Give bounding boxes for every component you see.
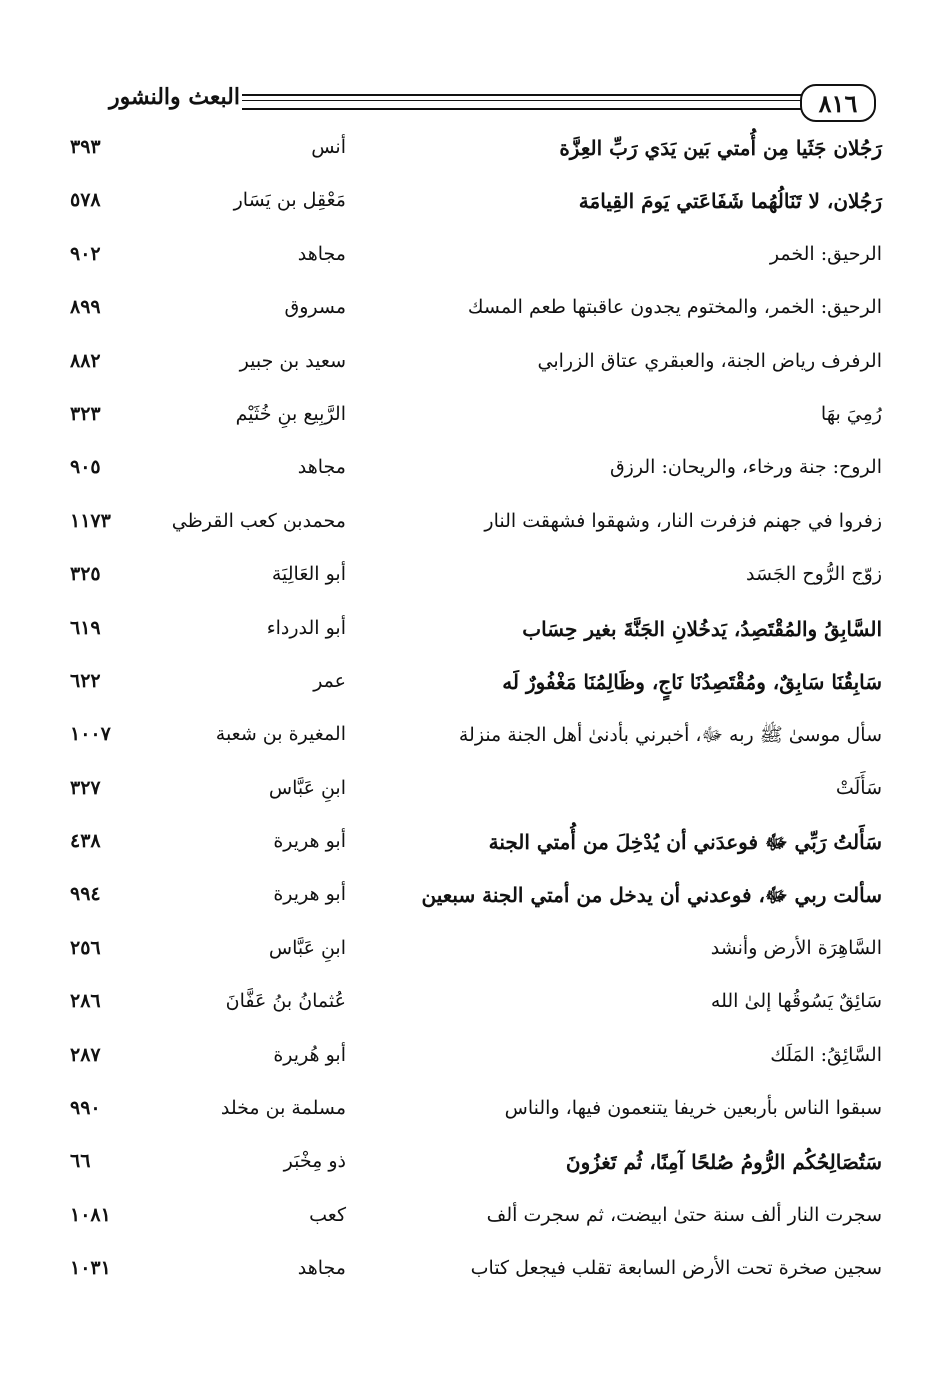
index-row <box>70 1040 882 1093</box>
reference-number: ٦٦ <box>70 1150 91 1173</box>
narrator-name: مسروق <box>284 296 346 319</box>
index-row <box>70 185 882 238</box>
index-row <box>70 719 882 772</box>
narrator-name: أبو هريرة <box>273 883 346 906</box>
index-row <box>70 452 882 505</box>
index-row <box>70 399 882 452</box>
hadith-text: سَائِقٌ يَسُوقُها إلىٰ الله <box>710 990 882 1013</box>
index-row <box>70 986 882 1039</box>
reference-number: ١٠٨١ <box>70 1203 111 1226</box>
hadith-text: الرفرف رياض الجنة، والعبقري عتاق الزرابي <box>537 349 882 372</box>
reference-number: ٦١٩ <box>70 616 101 639</box>
narrator-name: أبو هُريرة <box>273 1043 346 1066</box>
hadith-text: سَتُصَالِحُكُم الرُّومُ صُلحًا آمِنًا، ثُم تَغزُونَ <box>565 1150 882 1175</box>
narrator-name: أبو هريرة <box>273 830 346 853</box>
narrator-name: أبو العَالِيَة <box>271 563 346 586</box>
hadith-text: الرحيق: الخمر، والمختوم يجدون عاقبتها طعم المسك <box>467 296 882 319</box>
hadith-text: سَأَلَتْ <box>835 776 882 799</box>
hadith-text: سأل موسىٰ ﷺ ربه ﷻ، أخبرني بأدنىٰ أهل الجنة منزلة <box>458 724 882 747</box>
reference-number: ٩٠٢ <box>70 242 101 265</box>
reference-number: ٨٨٢ <box>70 349 101 372</box>
reference-number: ٥٧٨ <box>70 189 101 212</box>
narrator-name: عُثمانُ بنُ عَفَّانَ <box>225 990 346 1013</box>
reference-number: ٢٨٧ <box>70 1043 101 1066</box>
reference-number: ٩٠٥ <box>70 456 101 479</box>
index-row <box>70 292 882 345</box>
header-rule <box>242 94 802 110</box>
narrator-name: المغيرة بن شعبة <box>215 723 346 746</box>
hadith-text: السَّاهِرَة الأرض وأنشد <box>710 936 882 959</box>
hadith-text: سجرت النار ألف سنة حتىٰ ابيضت، ثم سجرت ألف <box>486 1203 882 1226</box>
reference-number: ١١٧٣ <box>70 509 111 532</box>
hadith-text: سجين صخرة تحت الأرض السابعة تقلب فيجعل كتاب <box>470 1257 882 1280</box>
index-row <box>70 879 882 932</box>
index-list <box>70 132 882 1307</box>
reference-number: ٣٩٣ <box>70 136 101 158</box>
reference-number: ١٠٣١ <box>70 1257 111 1280</box>
index-row <box>70 506 882 559</box>
narrator-name: عمر <box>313 669 346 692</box>
index-row <box>70 826 882 879</box>
hadith-text: رَجُلان، لا تَنَالُهُما شَفَاعَتي يَومَ القِيامَة <box>578 189 882 214</box>
narrator-name: ابنِ عَبَّاس <box>268 776 346 799</box>
reference-number: ٣٢٧ <box>70 776 101 799</box>
index-row <box>70 613 882 666</box>
hadith-text: سبقوا الناس بأربعين خريفا يتنعمون فيها، والناس <box>504 1097 882 1120</box>
index-row <box>70 346 882 399</box>
narrator-name: ابنِ عَبَّاس <box>268 936 346 959</box>
index-row <box>70 933 882 986</box>
index-row <box>70 1200 882 1253</box>
narrator-name: الرَّبِيع بنِ خُثَيْم <box>235 402 346 425</box>
narrator-name: أبو الدرداء <box>266 616 346 639</box>
index-row <box>70 1093 882 1146</box>
index-row <box>70 773 882 826</box>
index-row <box>70 666 882 719</box>
reference-number: ٢٥٦ <box>70 936 101 959</box>
narrator-name: ذو مِخْبَر <box>283 1150 346 1173</box>
hadith-text: سألت ربي ﷻ، فوعدني أن يدخل من أمتي الجنة سبعين <box>421 883 882 908</box>
hadith-text: سَابِقُنَا سَابِقٌ، ومُقْتَصِدُنَا نَاجٍ، وظَالِمُنَا مَغْفُورٌ لَه <box>502 669 882 694</box>
narrator-name: مَعْقِل بن يَسَار <box>233 189 346 212</box>
index-row <box>70 1253 882 1306</box>
hadith-text: رُمِيَ بهَا <box>820 402 882 425</box>
book-title: البعث والنشور <box>108 84 240 110</box>
reference-number: ٩٩٠ <box>70 1097 101 1120</box>
hadith-text: الروح: جنة ورخاء، والريحان: الرزق <box>609 456 882 479</box>
reference-number: ١٠٠٧ <box>70 723 111 746</box>
page-header <box>70 78 876 122</box>
reference-number: ٤٣٨ <box>70 830 101 853</box>
hadith-text: السَّابِقُ والمُقْتَصِدُ، يَدخُلانِ الجَنَّةَ بغير حِسَاب <box>522 616 882 641</box>
narrator-name: مجاهد <box>297 1257 346 1280</box>
page-number: ٨١٦ <box>800 84 876 122</box>
reference-number: ٢٨٦ <box>70 990 101 1013</box>
reference-number: ٨٩٩ <box>70 296 101 319</box>
narrator-name: مجاهد <box>297 456 346 479</box>
index-row <box>70 239 882 292</box>
reference-number: ٣٢٣ <box>70 402 101 425</box>
narrator-name: مسلمة بن مخلد <box>220 1097 346 1120</box>
hadith-text: سَأَلتُ رَبِّي ﷻ فوعدَني أن يُدْخِلَ من أُمتي الجنة <box>488 830 882 855</box>
hadith-text: رَجُلان جَثَيا مِن أُمتي بَين يَدَي رَبِّ العِزَّة <box>559 136 882 160</box>
hadith-text: السَّائِقُ: المَلَك <box>770 1043 882 1066</box>
narrator-name: محمدبن كعب القرظي <box>171 509 346 532</box>
narrator-name: سعيد بن جبير <box>239 349 346 372</box>
reference-number: ٩٩٤ <box>70 883 101 906</box>
narrator-name: أنس <box>311 136 346 158</box>
reference-number: ٦٢٢ <box>70 669 101 692</box>
hadith-text: زفروا في جهنم فزفرت النار، وشهقوا فشهقت النار <box>484 509 882 532</box>
reference-number: ٣٢٥ <box>70 563 101 586</box>
index-row <box>70 1146 882 1199</box>
hadith-text: الرحيق: الخمر <box>769 242 882 265</box>
index-row <box>70 132 882 185</box>
narrator-name: مجاهد <box>297 242 346 265</box>
narrator-name: كعب <box>309 1203 346 1226</box>
hadith-text: زوّج الرُّوح الجَسَد <box>746 563 882 586</box>
index-row <box>70 559 882 612</box>
